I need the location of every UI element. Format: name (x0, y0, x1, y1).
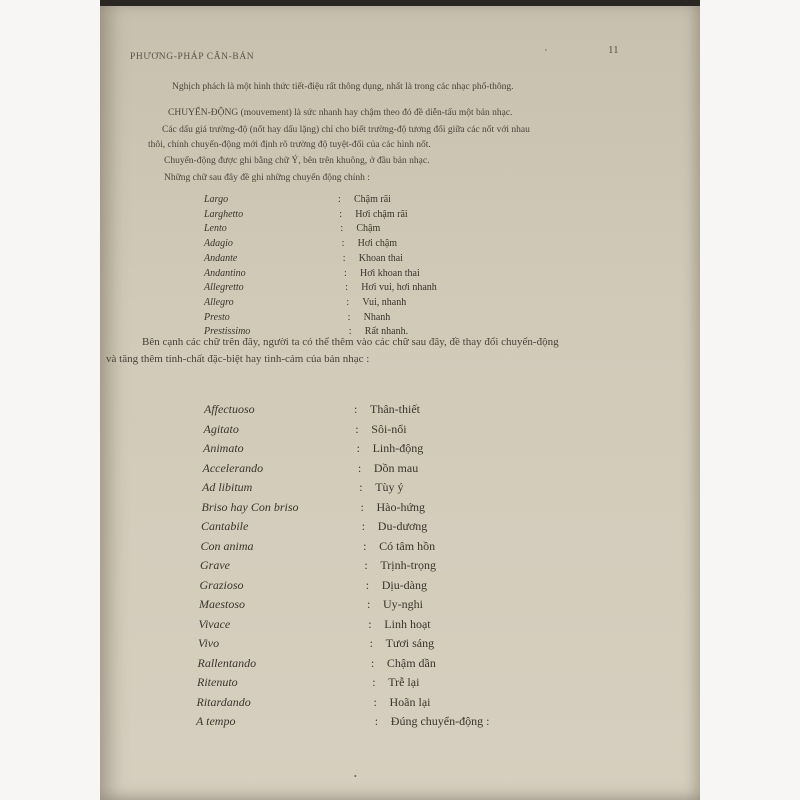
term: Allegro (204, 296, 234, 308)
meaning: Hoãn lại (389, 694, 431, 709)
term: Vivace (198, 616, 231, 631)
term: Maestoso (199, 597, 245, 611)
term: Animato (203, 441, 244, 455)
meaning: Chậm (356, 223, 381, 235)
meaning: Chậm rãi (354, 194, 391, 205)
term: Briso hay Con briso (201, 499, 299, 514)
meaning: Dồn mau (373, 460, 419, 475)
meaning: Hơi vui, hơi nhanh (361, 282, 437, 294)
term: Largo (204, 194, 229, 205)
colon-separator: : (369, 636, 373, 650)
meaning: Khoan thai (358, 252, 403, 264)
meaning: Trịnh-trọng (380, 558, 436, 572)
term: Rallentando (197, 655, 257, 670)
paragraph-duration-2: thôi, chính chuyển-động mới định rõ trường độ tuyệt-đối của các hình nốt. (148, 140, 431, 150)
paragraph-additional-intro-2: và tăng thêm tính-chất đặc-biệt hay tình-cảm của bản nhạc : (106, 353, 370, 365)
meaning: Vui, nhanh (362, 296, 407, 308)
paragraph-duration-1: Các dấu giá trường-độ (nốt hay dấu lặng) chỉ cho biết trường-độ tương đối giữa các nốt với nhau (162, 125, 530, 135)
paragraph-additional-intro-1: Bên cạnh các chữ trên đây, người ta có thể thêm vào các chữ sau đây, đề thay đổi chuyển-động (142, 336, 559, 348)
meaning: Hào-hứng (376, 499, 425, 514)
colon-separator: : (339, 208, 342, 220)
colon-separator: : (367, 597, 371, 611)
colon-separator: : (374, 714, 379, 728)
meaning: Đúng chuyển-động : (390, 714, 490, 728)
term: Con anima (200, 538, 254, 553)
meaning: Linh-động (372, 441, 424, 455)
colon-separator: : (365, 577, 370, 592)
term: Ritardando (196, 694, 251, 709)
colon-separator: : (338, 194, 341, 205)
colon-separator: : (355, 421, 359, 436)
colon-separator: : (361, 519, 366, 533)
colon-separator: : (356, 441, 360, 455)
meaning: Hơi chậm rãi (355, 208, 408, 220)
paragraph-movement-definition: CHUYỂN-ĐỘNG (mouvement) là sức nhanh hay chậm theo đó đề diễn-tấu một bản nhạc. (168, 108, 513, 118)
meaning: Sôi-nổi (371, 421, 407, 436)
colon-separator: : (357, 460, 362, 475)
right-background (692, 0, 800, 800)
colon-separator: : (368, 616, 372, 631)
colon-separator: : (342, 252, 346, 264)
meaning: Nhanh (363, 311, 391, 323)
colon-separator: : (340, 223, 344, 235)
term: Accelerando (202, 460, 264, 475)
colon-separator: : (344, 267, 347, 279)
colon-separator: : (346, 296, 350, 308)
page-top-shadow (100, 0, 700, 6)
meaning: Dịu-dàng (381, 577, 428, 592)
meaning: Có tâm hồn (379, 538, 436, 553)
left-background (0, 0, 108, 800)
term: Ritenuto (197, 675, 238, 689)
colon-separator: : (354, 402, 358, 416)
meaning: Uy-nghi (383, 597, 423, 611)
colon-separator: : (345, 282, 348, 294)
colon-separator: : (363, 538, 367, 553)
meaning: Linh hoạt (384, 616, 431, 631)
term: Lento (204, 223, 227, 235)
term: Prestissimo (204, 326, 251, 338)
colon-separator: : (360, 499, 364, 514)
meaning: Thân-thiết (370, 402, 420, 416)
term: Adagio (204, 238, 233, 250)
meaning: Rất nhanh. (364, 326, 409, 338)
meaning: Hơi khoan thai (360, 267, 420, 279)
term: Agitato (203, 421, 239, 436)
paragraph-main-movements-intro: Những chữ sau đây đề ghi những chuyển động chính : (164, 173, 370, 183)
colon-separator: : (372, 675, 376, 689)
book-page (100, 0, 700, 800)
meaning: Hơi chậm (357, 238, 398, 250)
meaning: Trễ lại (388, 675, 420, 689)
colon-separator: : (373, 694, 377, 709)
colon-separator: : (347, 311, 351, 323)
colon-separator: : (348, 326, 352, 338)
meaning: Chậm dần (386, 655, 436, 670)
term: Affectuoso (204, 402, 255, 416)
margin-mark: ' (545, 48, 547, 59)
term: Presto (204, 311, 230, 323)
term: A tempo (196, 714, 236, 728)
term: Andantino (204, 267, 246, 279)
term: Ad libitum (202, 480, 253, 494)
running-title: PHƯƠNG-PHÁP CĂN-BẢN (130, 52, 255, 62)
term: Andante (204, 252, 238, 264)
meaning: Tùy ý (375, 480, 404, 494)
meaning: Du-dương (377, 519, 428, 533)
term: Vivo (198, 636, 220, 650)
page-number: 11 (608, 44, 619, 56)
footer-mark: • (354, 772, 357, 781)
paragraph-syncopation: Nghịch phách là một hình thức tiết-điệu rất thông dụng, nhất là trong các nhạc phổ-thông. (172, 82, 514, 92)
term: Cantabile (201, 519, 249, 533)
colon-separator: : (341, 238, 345, 250)
term: Allegretto (204, 282, 244, 294)
term: Grave (200, 558, 230, 572)
colon-separator: : (359, 480, 363, 494)
colon-separator: : (370, 655, 375, 670)
term: Larghetto (204, 208, 244, 220)
paragraph-movement-notation: Chuyển-động được ghi bằng chữ Ý, bên trên khuông, ở đầu bản nhạc. (164, 156, 430, 166)
meaning: Tươi sáng (385, 636, 435, 650)
colon-separator: : (364, 558, 368, 572)
term: Grazioso (199, 577, 244, 592)
